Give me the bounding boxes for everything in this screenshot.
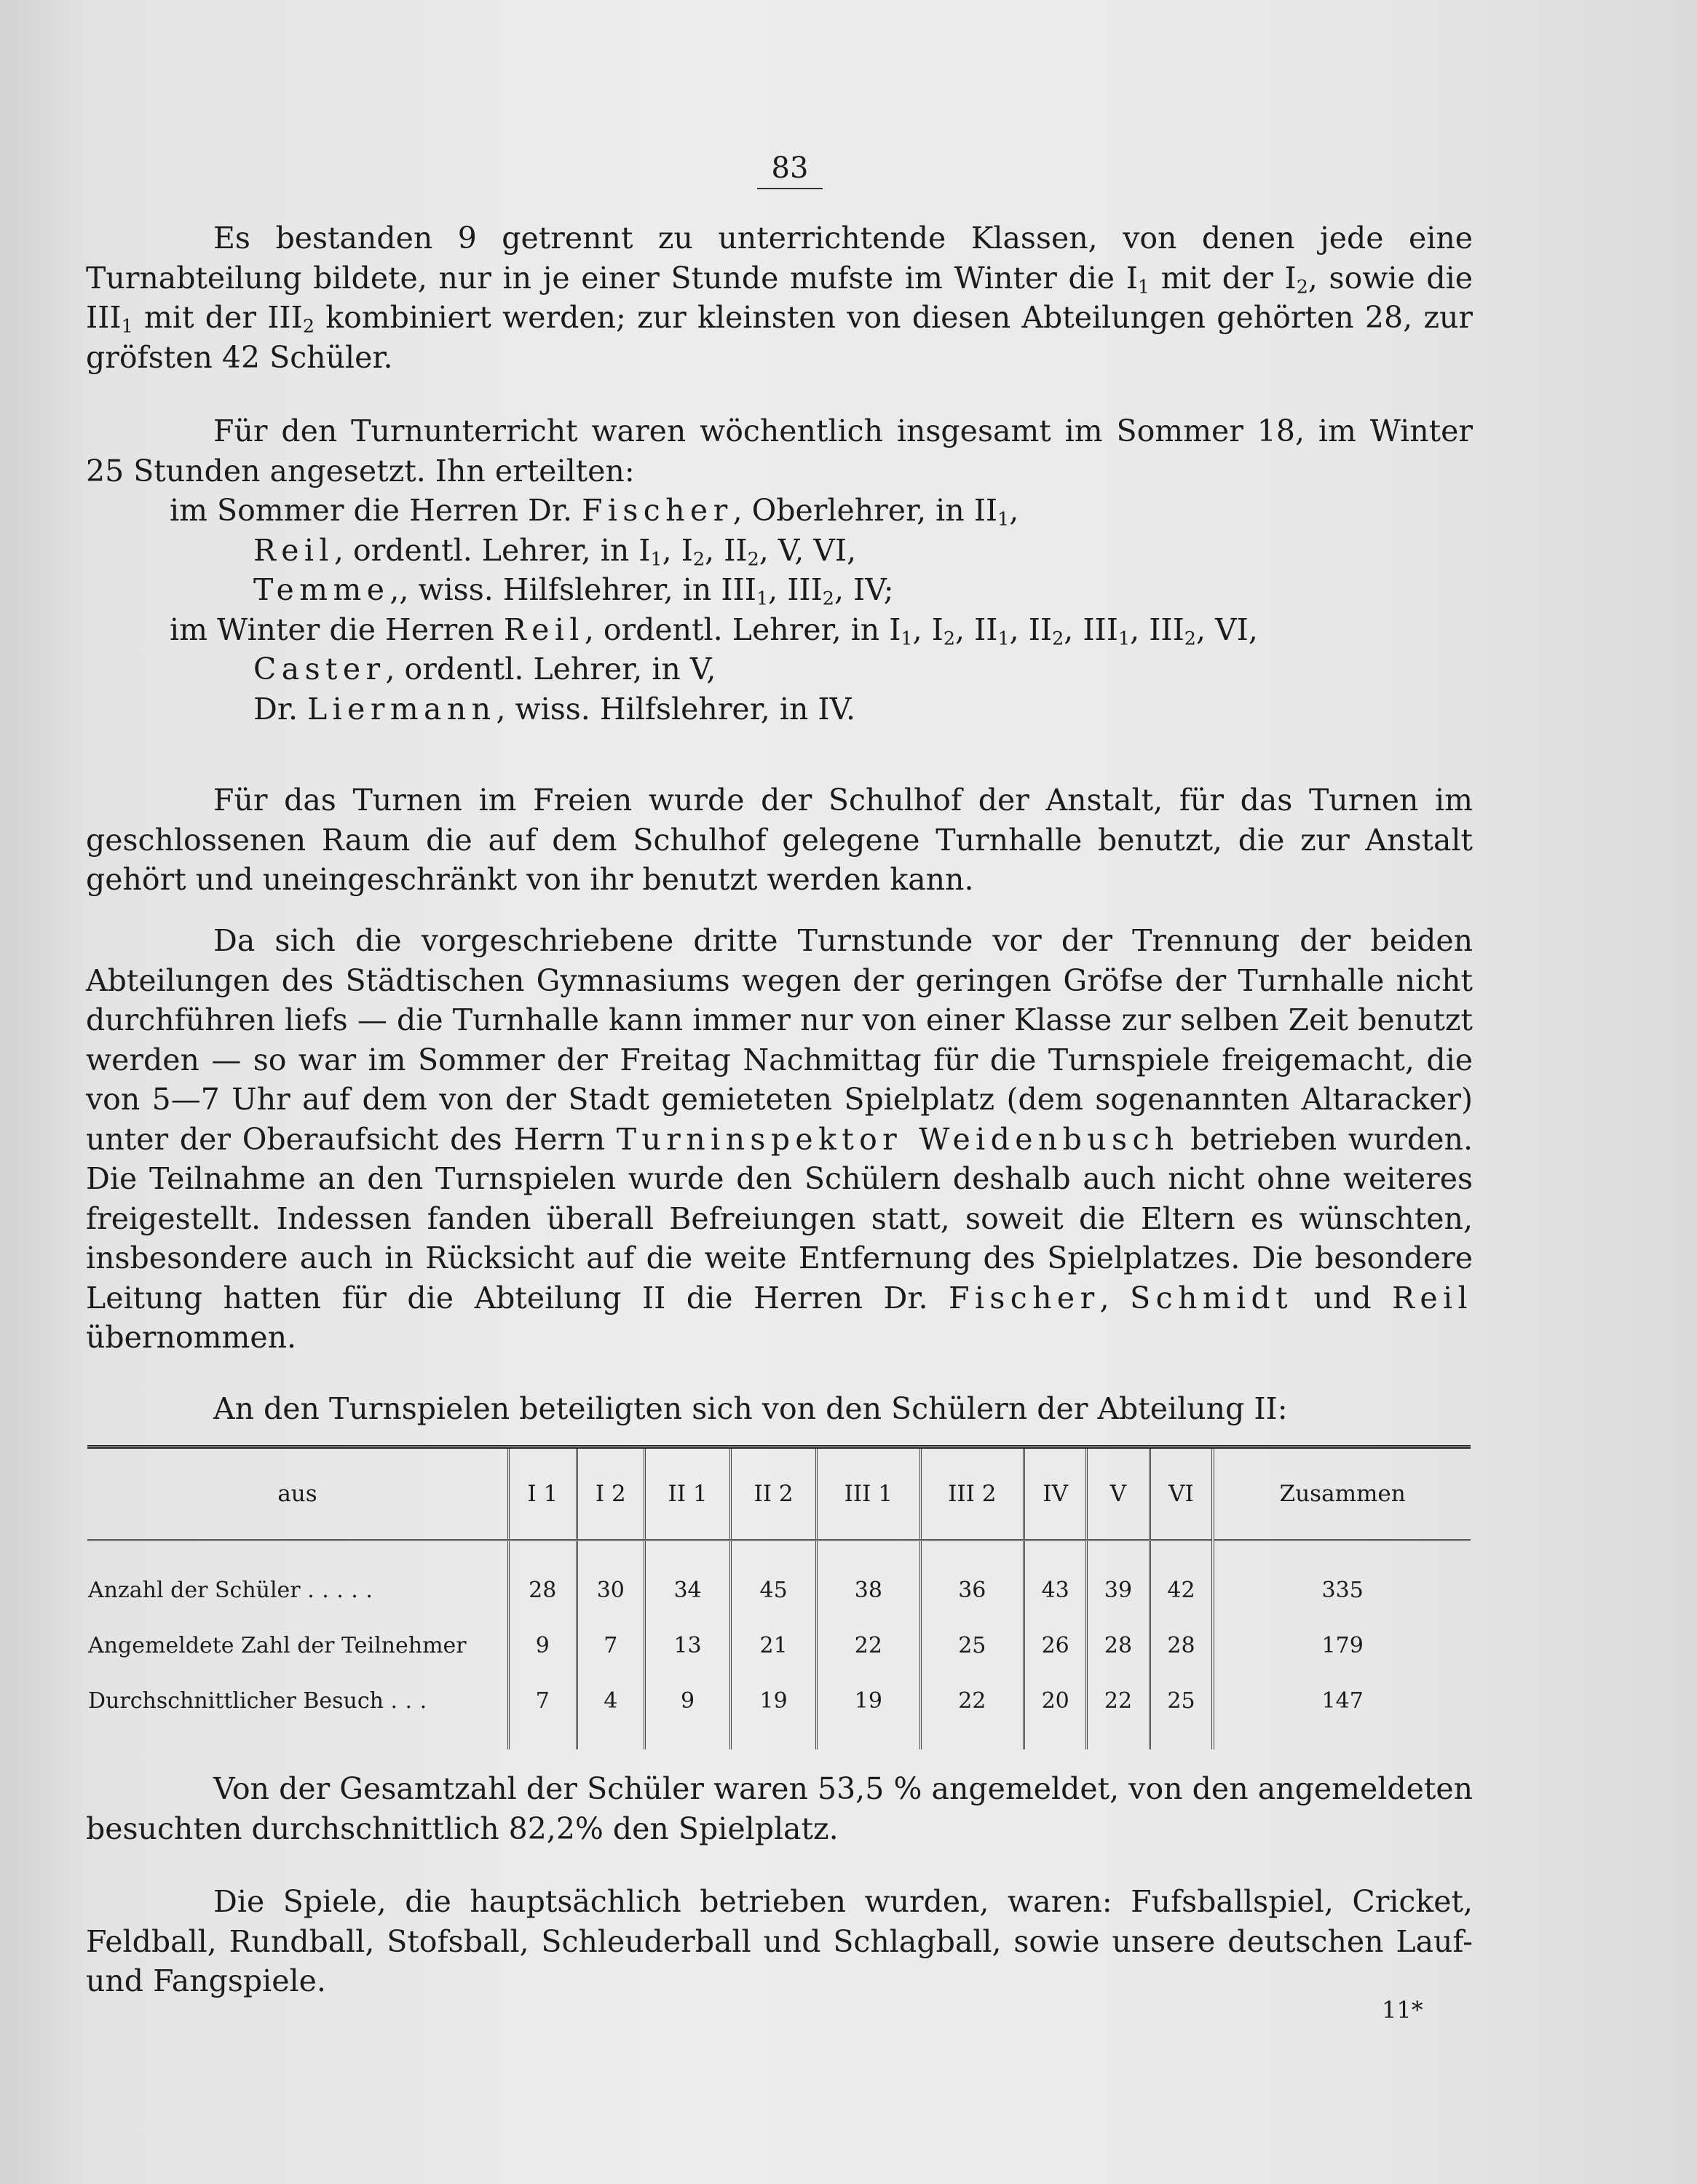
- table-cell: 22: [1087, 1673, 1150, 1749]
- table-cell: 4: [577, 1673, 645, 1749]
- paragraph-percentages: Von der Gesamtzahl der Schüler waren 53,5 % angemeldet, von den angemeldeten besuchten durchschnittlich 82,2% den Spielplatz.: [86, 1771, 1473, 1846]
- table-cell: 36: [920, 1540, 1024, 1618]
- header-col: III 2: [920, 1447, 1024, 1540]
- teacher-line-liermann: Dr. Liermann, wiss. Hilfslehrer, in IV.: [253, 691, 856, 727]
- header-col: II 2: [731, 1447, 817, 1540]
- header-zusammen: Zusammen: [1213, 1447, 1471, 1540]
- table-cell: 9: [645, 1673, 731, 1749]
- header-col: I 2: [577, 1447, 645, 1540]
- table-cell: 25: [920, 1618, 1024, 1673]
- header-col: III 1: [817, 1447, 920, 1540]
- table-cell: 21: [731, 1618, 817, 1673]
- row-label: Durchschnittlicher Besuch ...: [88, 1688, 435, 1714]
- header-col: VI: [1150, 1447, 1213, 1540]
- participation-table: [87, 1445, 1471, 1749]
- table-cell: 22: [817, 1618, 920, 1673]
- table-row: [87, 1618, 1471, 1673]
- table-cell: 26: [1024, 1618, 1087, 1673]
- header-aus: aus: [87, 1447, 509, 1540]
- table-cell: 7: [577, 1618, 645, 1673]
- table-cell: 43: [1024, 1540, 1087, 1618]
- table-cell: 20: [1024, 1673, 1087, 1749]
- table-cell: 13: [645, 1618, 731, 1673]
- table-cell: 45: [731, 1540, 817, 1618]
- table-cell: 19: [731, 1673, 817, 1749]
- table-cell: 19: [817, 1673, 920, 1749]
- row-label: Anzahl der Schüler .....: [88, 1577, 381, 1603]
- table-cell: 25: [1150, 1673, 1213, 1749]
- table-cell: 42: [1150, 1540, 1213, 1618]
- teacher-line-temme: Temme,, wiss. Hilfslehrer, in $III_1$, $III_2$, IV;: [253, 572, 894, 609]
- teacher-line-reil-winter: im Winter die Herren Reil, ordentl. Lehrer, in $I_1$, $I_2$, $II_1$, $II_2$, $III_1$, $III_2$, VI,: [170, 612, 1258, 649]
- table-cell: 30: [577, 1540, 645, 1618]
- teacher-line-caster: Caster, ordentl. Lehrer, in V,: [253, 652, 716, 687]
- header-col: IV: [1024, 1447, 1087, 1540]
- table-cell: 22: [920, 1673, 1024, 1749]
- teacher-line-reil-summer: Reil, ordentl. Lehrer, in $I_1$, $I_2$, $II_2$, V, VI,: [253, 532, 857, 569]
- paragraph-classes: Es bestanden 9 getrennt zu unterrichtende Klassen, von denen jede eine Turnabteilung bildete, nur in je einer Stunde mufste im Winter die $I_1$ mit der $I_2$, sowie die $III_1$ mit der $III_2$ kombiniert werden; zur kleinsten von diesen Abteilungen gehörten 28, zur gröfsten 42 Schüler.: [86, 221, 1473, 375]
- table-header-row: [87, 1447, 1471, 1540]
- header-col: V: [1087, 1447, 1150, 1540]
- paragraph-games: Da sich die vorgeschriebene dritte Turnstunde vor der Trennung der beiden Abteilungen des Städtischen Gymnasiums wegen der geringen Gröfse der Turnhalle nicht durchführen liefs — die Turnhalle kann immer nur von einer Klasse zur selben Zeit benutzt werden — so war im Sommer der Freitag Nachmittag für die Turnspiele freigemacht, die von 5—7 Uhr auf dem von der Stadt gemieteten Spielplatz (dem sogenannten Altaracker) unter der Oberaufsicht des Herrn Turninspektor Weidenbusch betrieben wurden. Die Teilnahme an den Turnspielen wurde den Schülern deshalb auch nicht ohne weiteres freigestellt. Indessen fanden überall Befreiungen statt, soweit die Eltern es wünschten, insbesondere auch in Rücksicht auf die weite Entfernung des Spielplatzes. Die besondere Leitung hatten für die Abteilung II die Herren Dr. Fischer, Schmidt und Reil übernommen.: [86, 923, 1473, 1355]
- paragraph-game-types: Die Spiele, die hauptsächlich betrieben wurden, waren: Fufsballspiel, Cricket, Feldball, Rundball, Stofsball, Schleuderball und Schlagball, sowie unsere deutschen Lauf- und Fangspiele.: [86, 1884, 1473, 1998]
- table-cell: 28: [1150, 1618, 1213, 1673]
- table-cell: 38: [817, 1540, 920, 1618]
- page-number: 83: [757, 151, 823, 189]
- table-cell: 34: [645, 1540, 731, 1618]
- paragraph-lessons: Für den Turnunterricht waren wöchentlich insgesamt im Sommer 18, im Winter 25 Stunden angesetzt. Ihn erteilten: im Sommer die Herren Dr. Fischer, Oberlehrer, in $II_1$, Reil, ordentl. Lehrer, in $I_1$, $I_2$, $II_2$, V, VI, Temme,, wiss. Hilfslehrer, in $III_1$, $III_2$, IV; im Winter die Herren Reil, ordentl. Lehrer, in $I_1$, $I_2$, $II_1$, $II_2$, $III_1$, $III_2$, VI, Caster, ordentl. Lehrer, in V, Dr. Liermann, wiss. Hilfslehrer, in IV.: [86, 411, 1473, 729]
- table-cell: 7: [509, 1673, 577, 1749]
- paragraph-facilities: Für das Turnen im Freien wurde der Schulhof der Anstalt, für das Turnen im geschlossenen Raum die auf dem Schulhof gelegene Turnhalle benutzt, die zur Anstalt gehört und uneingeschränkt von ihr benutzt werden kann.: [86, 783, 1473, 897]
- table-cell-total: 179: [1213, 1618, 1471, 1673]
- table-cell: 9: [509, 1618, 577, 1673]
- participation-table-grid: [87, 1445, 1471, 1749]
- header-col: II 1: [645, 1447, 731, 1540]
- table-cell: 28: [509, 1540, 577, 1618]
- paragraph-table-intro: An den Turnspielen beteiligten sich von den Schülern der Abteilung II:: [213, 1391, 1288, 1426]
- teacher-line-fischer: im Sommer die Herren Dr. Fischer, Oberlehrer, in $II_1$,: [170, 493, 1019, 530]
- table-row: [87, 1540, 1471, 1618]
- signature-mark: 11*: [1382, 1996, 1423, 2024]
- header-col: I 1: [509, 1447, 577, 1540]
- table-row: [87, 1673, 1471, 1749]
- table-cell: 39: [1087, 1540, 1150, 1618]
- table-cell-total: 335: [1213, 1540, 1471, 1618]
- table-cell: 28: [1087, 1618, 1150, 1673]
- table-cell-total: 147: [1213, 1673, 1471, 1749]
- row-label: Angemeldete Zahl der Teilnehmer: [88, 1632, 467, 1658]
